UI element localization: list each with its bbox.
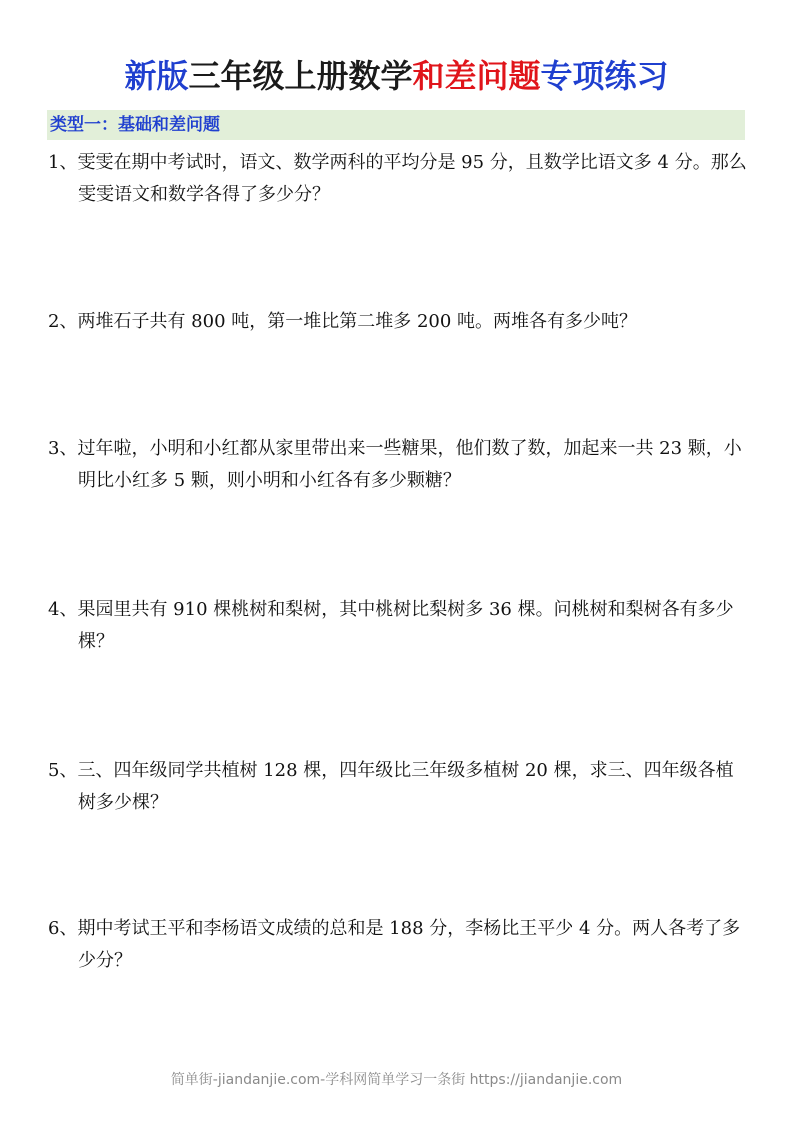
title-part-new-edition: 新版 [124, 57, 189, 95]
question-5: 5、三、四年级同学共植树 128 棵，四年级比三年级多植树 20 棵，求三、四年级各植树多少棵？ [48, 760, 734, 813]
question-3: 3、过年啦，小明和小红都从家里带出来一些糖果，他们数了数，加起来一共 23 颗，小明比小红多 5 颗，则小明和小红各有多少颗糖？ [48, 438, 742, 491]
page-title [0, 54, 793, 98]
title-part-topic: 和差问题 [412, 57, 541, 95]
question-1: 1、雯雯在期中考试时，语文、数学两科的平均分是 95 分，且数学比语文多 4 分。那么雯雯语文和数学各得了多少分？ [48, 152, 747, 205]
question-6: 6、期中考试王平和李杨语文成绩的总和是 188 分，李杨比王平少 4 分。两人各考了多少分？ [48, 918, 741, 971]
section-label: 类型一：基础和差问题 [50, 115, 220, 135]
question-4: 4、果园里共有 910 棵桃树和梨树，其中桃树比梨树多 36 棵。问桃树和梨树各有多少棵？ [48, 599, 734, 652]
title-part-practice: 专项练习 [540, 57, 669, 95]
section-header [47, 110, 745, 140]
question-2: 2、两堆石子共有 800 吨，第一堆比第二堆多 200 吨。两堆各有多少吨？ [48, 311, 638, 332]
page-footer: 简单街-jiandanjie.com-学科网简单学习一条街 https://jiandanjie.com [170, 1072, 623, 1088]
title-part-grade-math: 三年级上册数学 [188, 57, 413, 95]
